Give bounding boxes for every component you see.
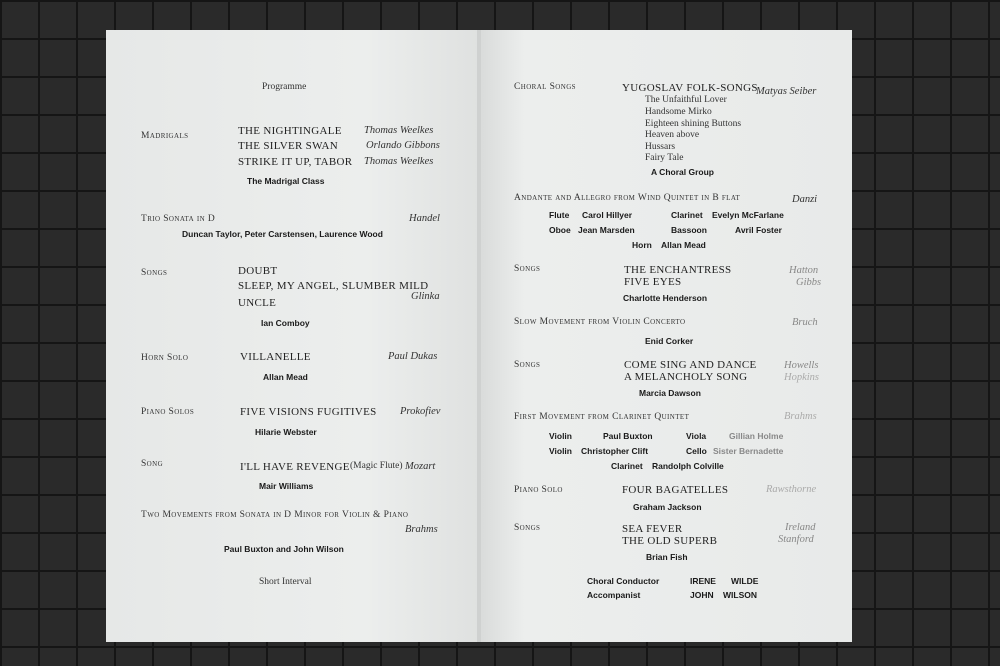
songs2-performer: Charlotte Henderson xyxy=(623,293,708,303)
two-movements-composer: Brahms xyxy=(405,524,438,535)
songs2-title-2: FIVE EYES xyxy=(624,276,682,288)
accompanist-role: Accompanist xyxy=(587,590,641,600)
andante-player-1: Carol Hillyer xyxy=(582,210,633,220)
songs4-title-1: SEA FEVER xyxy=(622,523,683,535)
songs1-label: Songs xyxy=(141,268,168,278)
choral-song-6: Fairy Tale xyxy=(645,153,684,163)
andante-instrument-4: Bassoon xyxy=(671,225,707,235)
piano-solos-label: Piano Solos xyxy=(141,407,195,417)
piano-solo-label: Piano Solo xyxy=(514,485,563,495)
songs4-composer-2: Stanford xyxy=(778,534,814,545)
andante-instrument-3: Oboe xyxy=(549,225,571,235)
choral-song-4: Heaven above xyxy=(645,130,700,140)
madrigal-title-3: STRIKE IT UP, TABOR xyxy=(238,156,353,168)
piano-solo-composer: Rawsthorne xyxy=(766,484,817,495)
songs1-title-1: DOUBT xyxy=(238,265,278,277)
trio-label: Trio Sonata in D xyxy=(141,214,216,224)
interval: Short Interval xyxy=(259,577,312,587)
choral-performer: A Choral Group xyxy=(651,167,714,177)
choral-song-3: Eighteen shining Buttons xyxy=(645,119,742,129)
clarinet-instrument-1: Violin xyxy=(549,431,572,441)
horn-performer: Allan Mead xyxy=(263,372,308,382)
songs3-composer-2: Hopkins xyxy=(784,372,819,383)
songs1-performer: Ian Comboy xyxy=(261,318,310,328)
piano-solo-title: FOUR BAGATELLES xyxy=(622,484,729,496)
andante-player-2: Evelyn McFarlane xyxy=(712,210,784,220)
madrigal-performer: The Madrigal Class xyxy=(247,176,325,186)
clarinet-player-3: Christopher Clift xyxy=(581,446,649,456)
conductor-role: Choral Conductor xyxy=(587,576,660,586)
song-composer: Mozart xyxy=(405,461,436,472)
songs3-label: Songs xyxy=(514,360,541,370)
songs1-title-3: UNCLE xyxy=(238,297,277,309)
slow-movement-label: Slow Movement from Violin Concerto xyxy=(514,317,686,327)
clarinet-instrument-5: Clarinet xyxy=(611,461,643,471)
accompanist-last-name: WILSON xyxy=(723,590,757,600)
song-title: I'LL HAVE REVENGE xyxy=(240,461,350,473)
clarinet-player-4: Sister Bernadette xyxy=(713,446,784,456)
two-movements-label: Two Movements from Sonata in D Minor for Violin & Piano xyxy=(141,510,409,520)
horn-composer: Paul Dukas xyxy=(388,351,438,362)
trio-performers: Duncan Taylor, Peter Carstensen, Laurence Wood xyxy=(182,229,383,239)
choral-song-5: Hussars xyxy=(645,142,676,152)
andante-composer: Danzi xyxy=(792,194,818,205)
clarinet-instrument-4: Cello xyxy=(686,446,707,456)
clarinet-player-5: Randolph Colville xyxy=(652,461,724,471)
songs4-composer-1: Ireland xyxy=(785,522,816,533)
clarinet-quintet-composer: Brahms xyxy=(784,411,817,422)
madrigal-title-2: THE SILVER SWAN xyxy=(238,140,339,152)
songs3-title-2: A MELANCHOLY SONG xyxy=(624,371,748,383)
choral-label: Choral Songs xyxy=(514,82,576,92)
songs2-title-1: THE ENCHANTRESS xyxy=(624,264,732,276)
choral-composer: Matyas Seiber xyxy=(756,86,817,97)
songs3-composer-1: Howells xyxy=(784,360,819,371)
andante-instrument-2: Clarinet xyxy=(671,210,703,220)
clarinet-quintet-label: First Movement from Clarinet Quintet xyxy=(514,412,690,422)
song-label: Song xyxy=(141,459,164,469)
madrigals-label: Madrigals xyxy=(141,131,189,141)
madrigal-title-1: THE NIGHTINGALE xyxy=(238,125,342,137)
andante-label: Andante and Allegro from Wind Quintet in B flat xyxy=(514,193,741,203)
conductor-last-name: WILDE xyxy=(731,576,759,586)
clarinet-instrument-3: Violin xyxy=(549,446,572,456)
accompanist-first-name: JOHN xyxy=(690,590,714,600)
clarinet-player-1: Paul Buxton xyxy=(603,431,653,441)
madrigal-composer-1: Thomas Weelkes xyxy=(364,125,434,136)
slow-movement-performer: Enid Corker xyxy=(645,336,694,346)
page-gutter xyxy=(477,30,481,642)
two-movements-performers: Paul Buxton and John Wilson xyxy=(224,544,344,554)
choral-song-1: The Unfaithful Lover xyxy=(645,95,727,105)
songs4-label: Songs xyxy=(514,523,541,533)
trio-composer: Handel xyxy=(409,213,440,224)
andante-instrument-1: Flute xyxy=(549,210,570,220)
songs4-title-2: THE OLD SUPERB xyxy=(622,535,718,547)
andante-player-3: Jean Marsden xyxy=(578,225,635,235)
conductor-first-name: IRENE xyxy=(690,576,716,586)
choral-title: YUGOSLAV FOLK-SONGS xyxy=(622,82,758,94)
piano-solos-performer: Hilarie Webster xyxy=(255,427,317,437)
programme-heading: Programme xyxy=(262,82,307,92)
choral-song-2: Handsome Mirko xyxy=(645,107,712,117)
songs1-title-2: SLEEP, MY ANGEL, SLUMBER MILD xyxy=(238,280,429,292)
songs4-performer: Brian Fish xyxy=(646,552,688,562)
song-performer: Mair Williams xyxy=(259,481,314,491)
songs2-label: Songs xyxy=(514,264,541,274)
piano-solo-performer: Graham Jackson xyxy=(633,502,702,512)
andante-player-4: Avril Foster xyxy=(735,225,782,235)
clarinet-player-2: Gillian Holme xyxy=(729,431,784,441)
madrigal-composer-3: Thomas Weelkes xyxy=(364,156,434,167)
andante-player-5: Allan Mead xyxy=(661,240,706,250)
madrigal-composer-2: Orlando Gibbons xyxy=(366,140,440,151)
andante-instrument-5: Horn xyxy=(632,240,652,250)
songs3-title-1: COME SING AND DANCE xyxy=(624,359,757,371)
piano-solos-composer: Prokofiev xyxy=(400,406,441,417)
songs2-composer-2: Gibbs xyxy=(796,277,822,288)
clarinet-instrument-2: Viola xyxy=(686,431,707,441)
horn-title: VILLANELLE xyxy=(240,351,311,363)
songs3-performer: Marcia Dawson xyxy=(639,388,701,398)
songs1-composer: Glinka xyxy=(411,291,440,302)
horn-label: Horn Solo xyxy=(141,353,189,363)
slow-movement-composer: Bruch xyxy=(792,317,818,328)
songs2-composer-1: Hatton xyxy=(789,265,819,276)
piano-solos-title: FIVE VISIONS FUGITIVES xyxy=(240,406,377,418)
song-subtitle: (Magic Flute) xyxy=(350,461,403,471)
